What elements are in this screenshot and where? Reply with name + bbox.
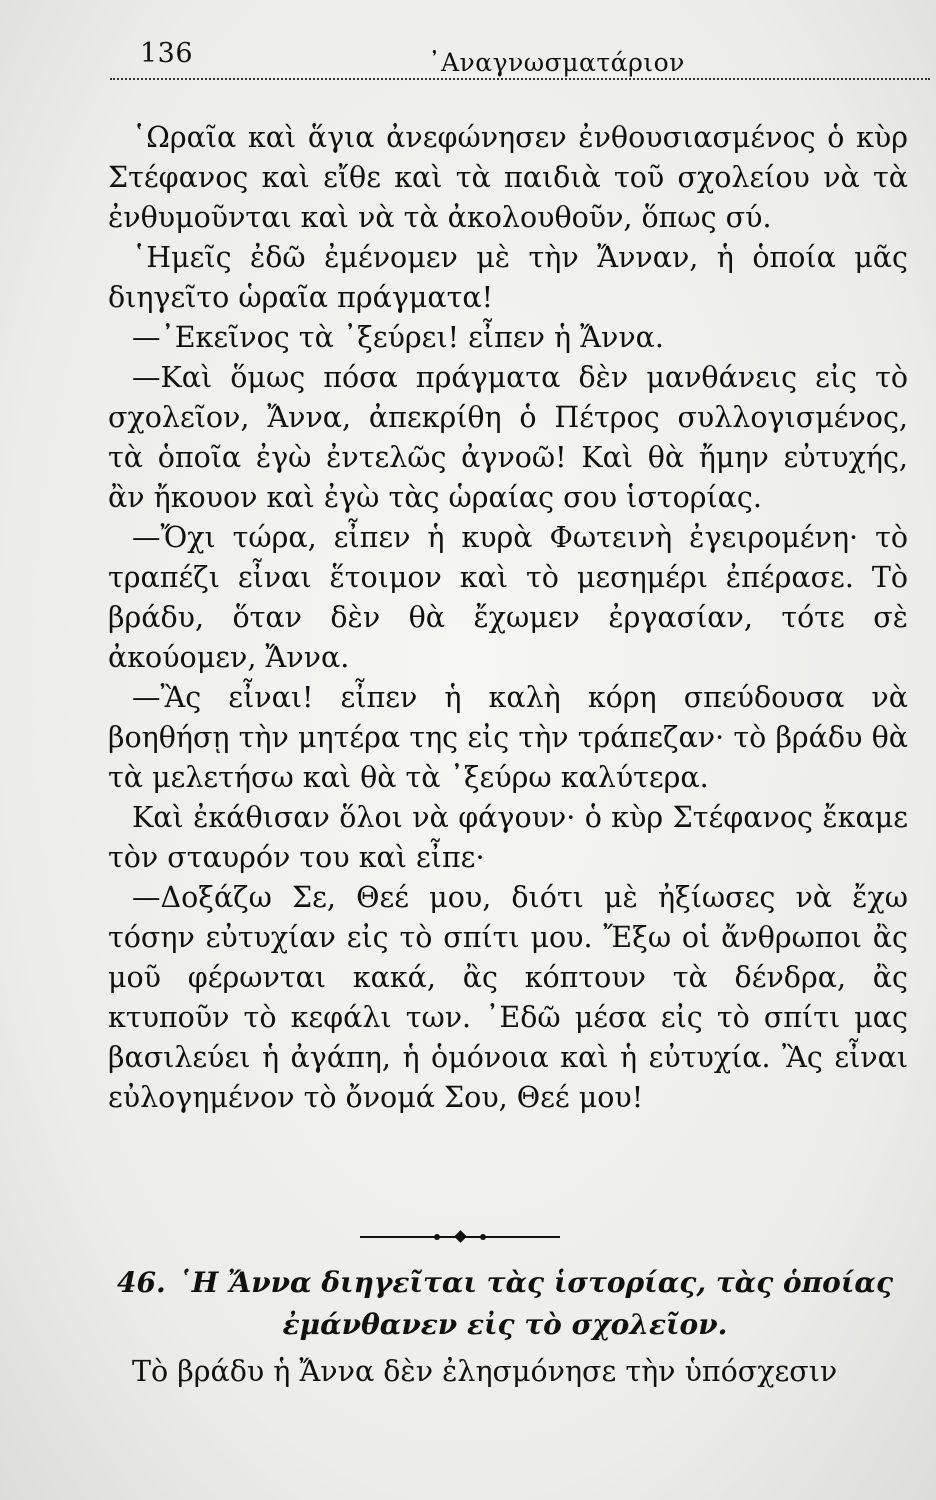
separator-dot [480,1234,486,1240]
paragraph: —Ὄχι τώρα, εἶπεν ἡ κυρὰ Φωτεινὴ ἐγειρομένη· τὸ τραπέζι εἶναι ἕτοιμον καὶ τὸ μεσημέρι ἐπέρασε. Τὸ βράδυ, ὅταν δὲν θὰ ἔχωμεν ἐργασίαν, τότε σὲ ἀκούομεν, Ἄννα. [108,521,908,674]
continuing-paragraph: Τὸ βράδυ ἡ Ἄννα δὲν ἐλησμόνησε τὴν ὑπόσχεσιν [132,1355,838,1388]
separator-dot [434,1234,440,1240]
separator-diamond [454,1230,467,1243]
header-dotted-rule [110,78,930,80]
page-header [110,30,890,82]
section-number: 46. [116,1266,166,1299]
paragraph: —Ἂς εἶναι! εἶπεν ἡ καλὴ κόρη σπεύδουσα νὰ βοηθήσῃ τὴν μητέρα της εἰς τὴν τράπεζαν· τὸ βράδυ θὰ τὰ μελετήσω καὶ θὰ τὰ ᾿ξεύρω καλύτερα. [108,681,908,794]
paragraph: Καὶ ἐκάθισαν ὅλοι νὰ φάγουν· ὁ κὺρ Στέφανος ἔκαμε τὸν σταυρόν του καὶ εἶπε· [108,801,908,874]
section-heading [110,1262,900,1346]
body-text [108,118,908,1118]
section-separator [360,1230,560,1244]
running-title: ᾿Αναγνωσματάριον [428,48,685,77]
paragraph: —Δοξάζω Σε, Θεέ μου, διότι μὲ ἠξίωσες νὰ ἔχω τόσην εὐτυχίαν εἰς τὸ σπίτι μου. Ἔξω οἱ ἄνθρωποι ἂς μοῦ φέρωνται κακά, ἂς κόπτουν τὰ δένδρα, ἂς κτυποῦν τὸ κεφάλι των. ᾿Εδῶ μέσα εἰς τὸ σπίτι μας βασιλεύει ἡ ἀγάπη, ἡ ὁμόνοια καὶ ἡ εὐτυχία. Ἂς εἶναι εὐλογημένον τὸ ὄνομά Σου, Θεέ μου! [108,881,908,1114]
section-title: ῾Η Ἄννα διηγεῖται τὰς ἱστορίας, τὰς ὁποίας ἐμάνθανεν εἰς τὸ σχολεῖον. [177,1266,893,1341]
page-number: 136 [140,38,194,69]
paragraph: ῾Ωραῖα καὶ ἅγια ἀνεφώνησεν ἐνθουσιασμένος ὁ κὺρ Στέφανος καὶ εἴθε καὶ τὰ παιδιὰ τοῦ σχολείου νὰ τὰ ἐνθυμοῦνται καὶ νὰ τὰ ἀκολουθοῦν, ὅπως σύ. [108,121,908,234]
paragraph: —᾿Εκεῖνος τὰ ᾿ξεύρει! εἶπεν ἡ Ἄννα. [132,321,664,354]
paragraph: ῾Ημεῖς ἐδῶ ἐμένομεν μὲ τὴν Ἄνναν, ἡ ὁποία μᾶς διηγεῖτο ὡραῖα πράγματα! [108,241,908,314]
paragraph: —Καὶ ὅμως πόσα πράγματα δὲν μανθάνεις εἰς τὸ σχολεῖον, Ἄννα, ἀπεκρίθη ὁ Πέτρος συλλογισμένος, τὰ ὁποῖα ἐγὼ ἐντελῶς ἀγνοῶ! Καὶ θὰ ἤμην εὐτυχής, ἂν ἤκουον καὶ ἐγὼ τὰς ὡραίας σου ἱστορίας. [108,361,908,514]
